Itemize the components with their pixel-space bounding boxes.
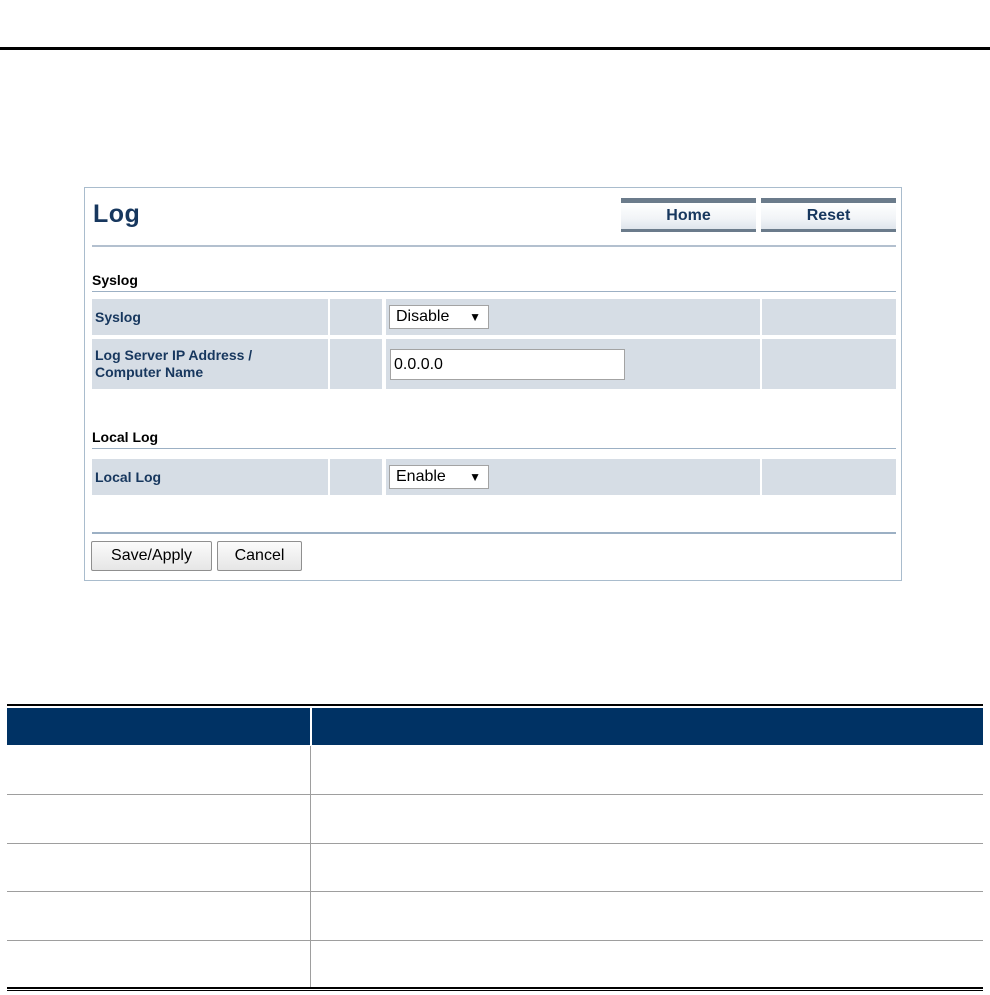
form-divider xyxy=(92,532,896,534)
table-row xyxy=(7,941,983,987)
log-server-input[interactable]: 0.0.0.0 xyxy=(390,349,625,380)
cancel-button[interactable]: Cancel xyxy=(217,541,302,571)
local-log-row xyxy=(92,459,896,495)
table-top-rule xyxy=(7,704,983,706)
table-bottom-rule xyxy=(7,987,983,991)
table-header-cell xyxy=(312,708,320,745)
table-row xyxy=(7,844,983,892)
chevron-down-icon: ▼ xyxy=(469,470,481,484)
log-server-label xyxy=(92,339,331,389)
home-button[interactable]: Home xyxy=(621,198,756,232)
local-log-select-value: Enable xyxy=(396,468,446,485)
log-settings-panel xyxy=(84,187,902,581)
table-row xyxy=(7,795,983,844)
syslog-label: Syslog xyxy=(95,308,141,325)
syslog-section-heading: Syslog xyxy=(92,272,896,292)
log-server-label-line1: Log Server IP Address / xyxy=(95,347,253,363)
syslog-select[interactable] xyxy=(389,305,489,329)
local-log-label: Local Log xyxy=(95,468,162,485)
reset-button[interactable]: Reset xyxy=(761,198,896,232)
page-top-rule xyxy=(0,47,990,50)
save-apply-button[interactable]: Save/Apply xyxy=(91,541,212,571)
table-row xyxy=(7,892,983,941)
syslog-select-value: Disable xyxy=(396,308,450,325)
local-log-section-heading: Local Log xyxy=(92,429,896,449)
table-header xyxy=(7,708,983,745)
local-log-select[interactable] xyxy=(389,465,489,489)
table-row xyxy=(7,746,983,795)
log-server-label-line2: Computer Name xyxy=(95,364,204,380)
table-header-cell xyxy=(7,708,15,745)
chevron-down-icon: ▼ xyxy=(469,310,481,324)
title-divider xyxy=(92,245,896,247)
syslog-row xyxy=(92,299,896,335)
page-title: Log xyxy=(93,200,141,228)
log-server-row xyxy=(92,339,896,389)
